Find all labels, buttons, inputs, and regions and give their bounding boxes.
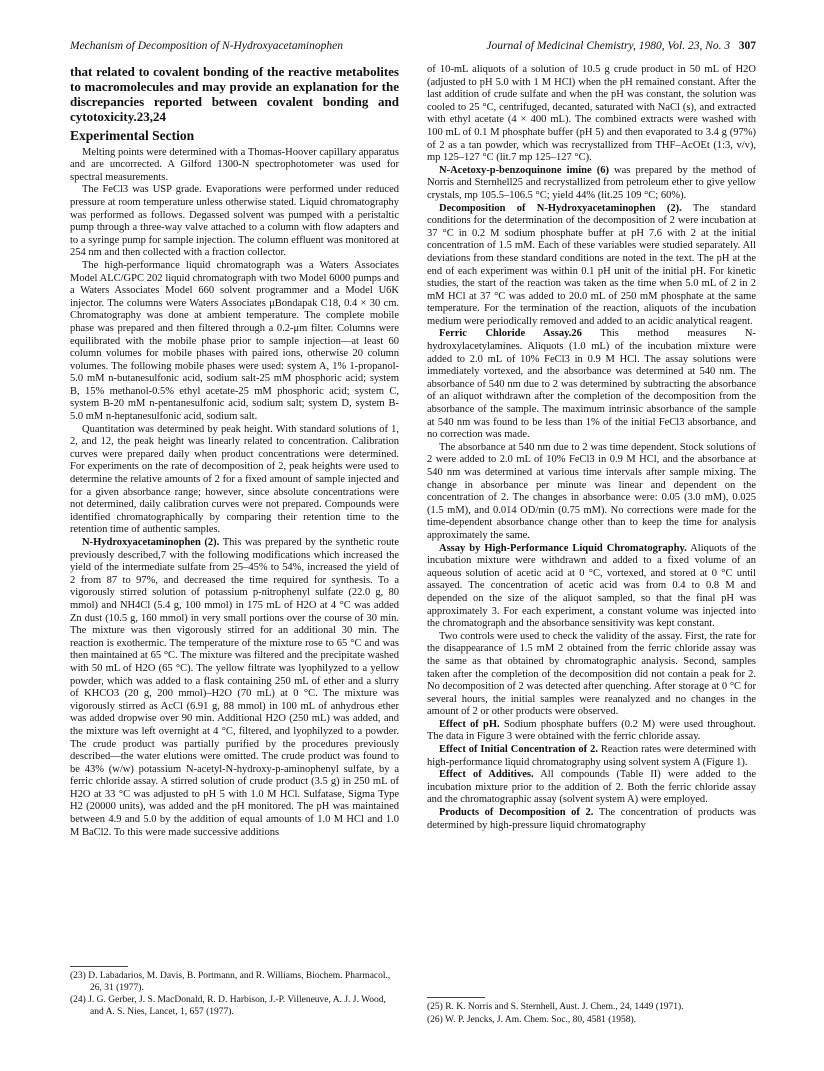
- footnote-rule: [427, 997, 485, 998]
- paragraph: [427, 328, 756, 441]
- paragraph: [427, 744, 756, 769]
- paragraph: [427, 165, 756, 203]
- paragraph: [427, 807, 756, 832]
- run-in-heading: Effect of Initial Concentration of 2.: [439, 744, 598, 756]
- paragraph: Melting points were determined with a Thomas-Hoover capillary apparatus and are uncorrected. A Gilford 1300-N spectrophotometer was used for spectral measurements.: [70, 146, 399, 183]
- paragraph-text: This method measures N-hydroxylacetylamines. Aliquots (1.0 mL) of the incubation mixture were added to 2.0 mL of 10% FeCl3 in 0.9 M HCl. The assay solutions were immediately vortexed, and the absorbance was determined at 540 nm. The absorbance of 540 nm due to 2 was determined by subtracting the absorbance of an aliquot withdrawn after the completion of the decomposition from the absorbance of the sample. The maximum intrinsic absorbance of the sample at 540 nm was found to be less than 1% of the initial FeCl3 absorbance, and no correction was made.: [427, 328, 756, 441]
- paragraph-text: The standard conditions for the determination of the decomposition of 2 were incubation at 37 °C in 0.2 M sodium phosphate buffer at pH 7.6 with 2 at the initial concentration of 1.5 mM. Each of these variables were studied separately. All deviations from these standard conditions are noted in the text. The pH at the end of each experiment was within 0.1 pH unit of the initial pH. For kinetic studies, the start of the reaction was taken as the time when 5.0 mL of 2 in 2 mM HCl at 37 °C was added to 20.0 mL of 250 mM phosphate at the same temperature. For the termination of the reaction, aliquots of the incubation medium were periodically removed and added to an acidic analytical reagent.: [427, 202, 756, 327]
- paragraph: [427, 203, 756, 329]
- paragraph-text: Aliquots of the incubation mixture were withdrawn and added to a fixed volume of an aqueous solution of acetic acid at 0 °C, vortexed, and stored at 0 °C until assayed. The concentration of acetic acid was from 0.4 to 0.8 M and depended on the size of the aliquot sampled, so that the final pH was approximately 3. For each experiment, a constant volume was injected into the chromatograph and the absorbance sensitivity was kept constant.: [427, 542, 756, 630]
- footnote: (26) W. P. Jencks, J. Am. Chem. Soc., 80, 4581 (1958).: [427, 1014, 636, 1025]
- run-in-heading: Ferric Chloride Assay.26: [439, 328, 582, 340]
- run-in-heading: N-Hydroxyacetaminophen (2).: [82, 537, 220, 548]
- running-header: [70, 40, 756, 56]
- paragraph: The absorbance at 540 nm due to 2 was time dependent. Stock solutions of 2 were added to 2.0 mL of 10% FeCl3 in 0.9 M HCl, and the absorbance at 540 nm was determined at various time intervals after sample mixing. The change in absorbance per minute was linear and dependent on the concentration of 2. The changes in absorbance were: 0.05 (3.0 mM), 0.025 (1.5 mM), and 0.014 OD/min (0.75 mM). No corrections were made for the time-dependent absorbance change other than to keep the time for analysis approximately the same.: [427, 441, 756, 541]
- page-number: 307: [738, 40, 756, 52]
- footnote: (23) D. Labadarios, M. Davis, B. Portmann, and R. Williams, Biochem. Pharmacol., 26, 31 (1977).: [70, 971, 391, 993]
- paragraph-text: was prepared by the method of Norris and Sternhell25 and recrystallized from petroleum ether to give yellow crystals, mp 105.5–106.5 °C; yield 44% (lit.25 109 °C; 60%).: [427, 164, 757, 201]
- paragraph: [427, 719, 756, 744]
- paragraph-text: All compounds (Table II) were added to the incubation mixture prior to the addition of 2. Both the ferric chloride assay and the chromatographic assay (solvent system A) were employed.: [427, 769, 757, 806]
- header-title: Mechanism of Decomposition of N-Hydroxyacetaminophen: [70, 40, 343, 52]
- paragraph: The high-performance liquid chromatograph was a Waters Associates Model ALC/GPC 202 liquid chromatograph with two Model 6000 pumps and a Waters Associates Model 660 solvent programmer and a Model U6K injector. The columns were Waters Associates μBondapak C18, 0.4 × 30 cm. Chromatography was done at ambient temperature. The complete mobile phase was prepared and then filtered through a 0.2-μm filter. Columns were equilibrated with the mobile phase prior to sample injection—at least 60 column volumes for mobile phases with paired ions, otherwise 20 column volumes. The following mobile phases were used: system A, 1% 1-propanol-5.0 mM n-butanesulfonic acid, sodium salt-25 mM phosphoric acid; system B, 15% methanol-0.5% ethyl acetate-25 mM phosphoric acid; system C, system B-20 mM n-pentanesulfonic acid, sodium salt; system D, system B-5.0 mM n-heptanesulfonic acid, sodium salt.: [70, 259, 399, 423]
- footnote: (24) J. G. Gerber, J. S. MacDonald, R. D. Harbison, J.-P. Villeneuve, A. J. J. Wood, and A. S. Nies, Lancet, 1, 657 (1977).: [70, 995, 386, 1017]
- footnote: (25) R. K. Norris and S. Sternhell, Aust. J. Chem., 24, 1449 (1971).: [427, 1002, 684, 1012]
- paragraph-text: The concentration of products was determined by high-pressure liquid chromatography: [427, 807, 757, 831]
- paragraph: [427, 543, 756, 631]
- run-in-heading: Products of Decomposition of 2.: [439, 807, 594, 819]
- right-column: [427, 64, 756, 832]
- footnotes-left: [70, 966, 399, 1019]
- paragraph: Two controls were used to check the validity of the assay. First, the rate for the disappearance of 1.5 mM 2 obtained from the ferric chloride assay was the same as that obtained by chromatographic analysis. Second, samples taken after the completion of the decomposition did not contain a peak for 2. No decomposition of 2 was detected after quenching. After storage at 0 °C for several hours, the initial samples were reanalyzed and no changes in the amount of 2 or other products were observed.: [427, 630, 756, 718]
- run-in-heading: N-Acetoxy-p-benzoquinone imine (6): [439, 164, 609, 176]
- paragraph-text: This was prepared by the synthetic route previously described,7 with the following modifications which increased the yield of the intermediate sulfate from 25–45% to 54%, increased the yield of 2 from 87 to 97%, and decreased the time required for synthesis. To a vigorously stirred solution of potassium p-nitrophenyl sulfate (22.0 g, 80 mmol) and NH4Cl (5.4 g, 100 mmol) in 175 mL of H2O at 4 °C was added Zn dust (10.5 g, 160 mmol) in very small portions over the course of 30 min. The mixture was then vigorously stirred for an additional 30 min. The reaction is exothermic. The temperature of the mixture rose to 65 °C and was then maintained at 65 °C. The mixture was filtered and the precipitate washed with 50 mL of H2O (65 °C). The yellow filtrate was lyophilyzed to a yellow powder, which was added to a flask containing 250 mL of ether and a slurry of KHCO3 (20 g, 200 mmol)–H2O (70 mL) at 0 °C. The mixture was vigorously stirred as AcCl (6.91 g, 88 mmol) in 100 mL of anhydrous ether was added dropwise over 90 min. Additional H2O (250 mL) was added, and the mixture was left overnight at 4 °C, filtered, and lyophilyzed to a powder. The crude product was partially purified by the procedures previously described—the water elutions were omitted. The crude product was found to be 43% (w/w) potassium N-acetyl-N-hydroxy-p-aminophenyl sulfate, by a ferric chloride assay. A stirred solution of crude product (3.5 g) in 250 mL of H2O at 33 °C was adjusted to pH 5 with 1.0 M HCl. Sulfatase, Sigma Type H2 (20000 units), was added and the pH monitored. The pH was maintained between 4.9 and 5.0 by the addition of equal amounts of 1.0 M HCl and 1.0 M BaCl2. To this were made successive additions: [70, 537, 399, 838]
- run-in-heading: Decomposition of N-Hydroxyacetaminophen (2).: [439, 202, 682, 214]
- paragraph-text: Sodium phosphate buffers (0.2 M) were used throughout. The data in Figure 3 were obtained with the ferric chloride assay.: [427, 718, 756, 743]
- paragraph-text: Reaction rates were determined with high-performance liquid chromatography using solvent system A (Figure 1).: [427, 744, 756, 768]
- footnote-rule: [70, 966, 128, 967]
- run-in-heading: Effect of Additives.: [439, 769, 534, 781]
- header-journal: [486, 40, 756, 52]
- footnotes-right: [427, 997, 756, 1027]
- paragraph: [70, 537, 399, 839]
- paragraph: Quantitation was determined by peak height. With standard solutions of 1, 2, and 12, the peak height was linearly related to concentration. Calibration curves were prepared daily when product concentrations were determined. For experiments on the rate of decomposition of 2, peak heights were used to determine the relative amounts of 2 for a fixed amount of sample injected and for a given absorbance range; however, since absolute concentrations were not determined, daily calibration curves were not prepared. Compounds were identified chromatographically by comparing their retention time to the retention time of authentic samples.: [70, 423, 399, 536]
- run-in-heading: Effect of pH.: [439, 718, 500, 730]
- paragraph: The FeCl3 was USP grade. Evaporations were performed under reduced pressure at room temperature unless otherwise stated. Liquid chromatography was performed as follows. Degassed solvent was pumped with a peristaltic pump through a three-way valve attached to a column with flow adapters and to a syringe pump for sample injection. The column effluent was monitored at 254 nm and then collected with a fraction collector.: [70, 184, 399, 259]
- run-in-heading: Assay by High-Performance Liquid Chromatography.: [439, 542, 687, 554]
- lead-paragraph: that related to covalent bonding of the reactive metabolites to macromolecules and may provide an explanation for the discrepancies reported between covalent bonding and cytotoxicity.23,24: [70, 64, 399, 124]
- section-heading: Experimental Section: [70, 128, 195, 143]
- header-journal-citation: Journal of Medicinal Chemistry, 1980, Vol. 23, No. 3: [486, 40, 731, 52]
- paragraph: [427, 769, 756, 807]
- paragraph: of 10-mL aliquots of a solution of 10.5 g crude product in 50 mL of H2O (adjusted to pH 5.0 with 1 M HCl) when the pH remained constant. After the last addition of crude sulfate and when the pH was constant, the solution was cooled to 25 °C, centrifuged, decanted, saturated with NaCl (s), and extracted with ethyl acetate (4 × 400 mL). The combined extracts were washed with 100 mL of 0.1 M phosphate buffer (pH 5) and then evaporated to 3.4 g (97%) of 2 as a tan powder, which was recrystallized from THF–AcOEt (1:3, v/v), mp 125–127 °C (lit.7 mp 125–127 °C).: [427, 64, 756, 164]
- left-column: [70, 64, 399, 839]
